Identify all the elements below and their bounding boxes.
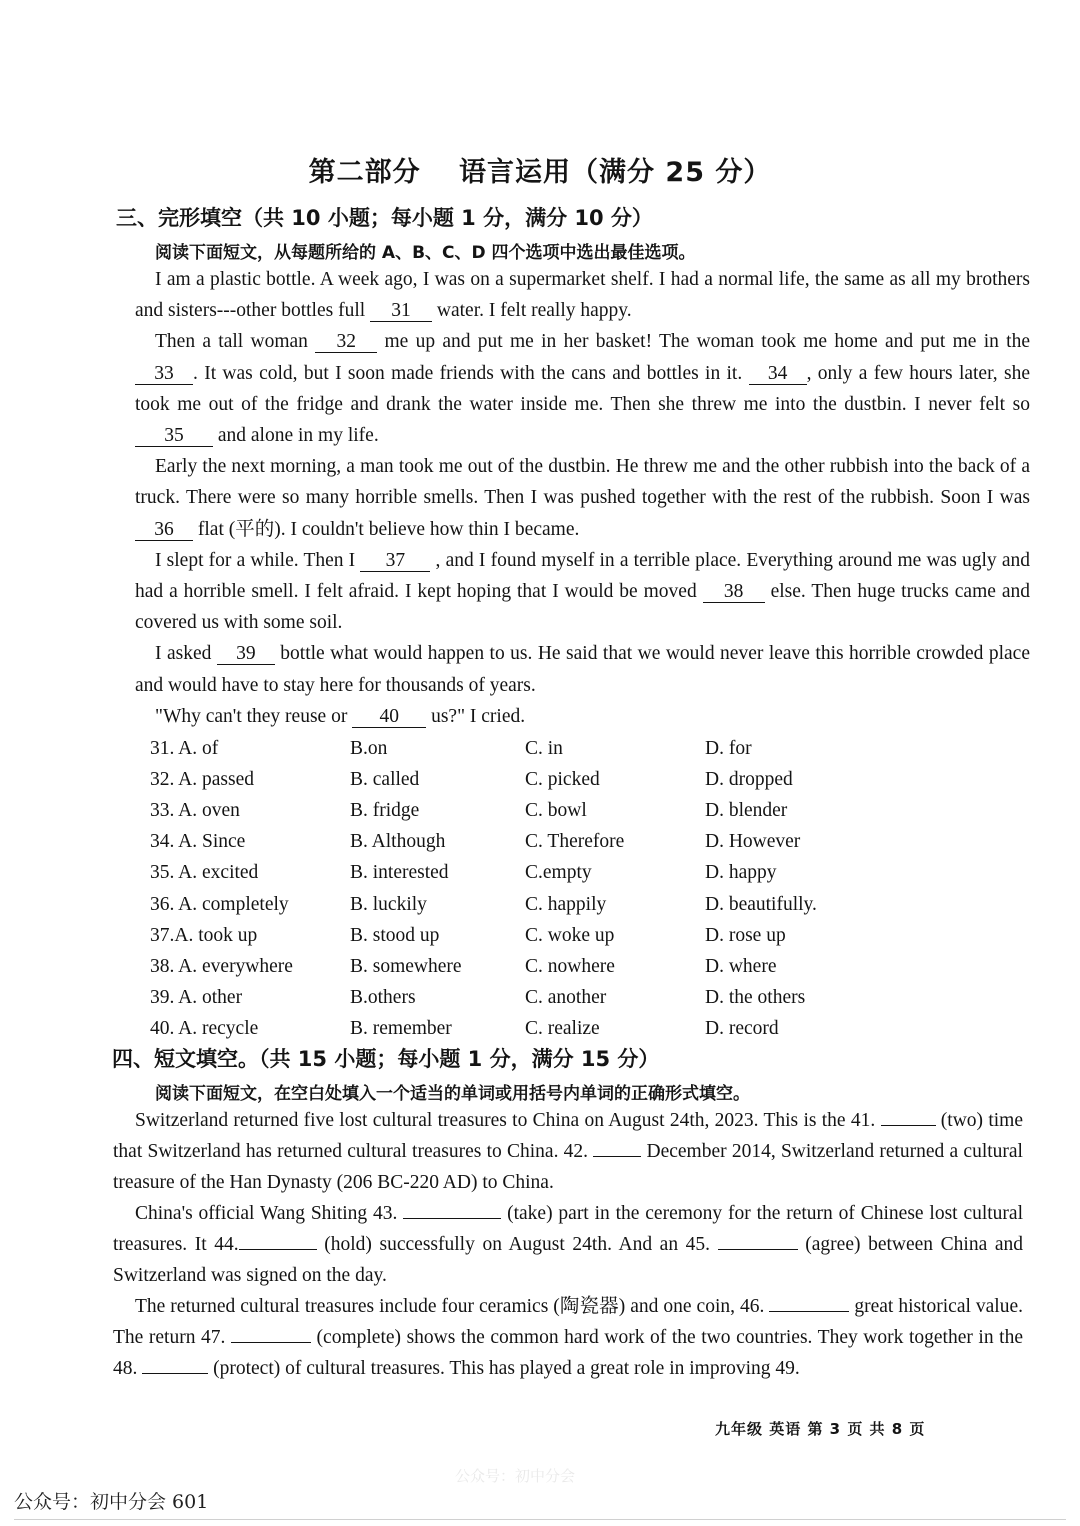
option-c: C. Therefore [525, 831, 625, 853]
option-d: D. the others [705, 987, 806, 1009]
cloze-paragraph: I asked 39 bottle what would happen to us. He said that we would never leave this horrible crowded place and would have to stay here for thousands of years. [135, 643, 1030, 696]
option-d: D. where [705, 955, 777, 977]
option-row-31 [150, 733, 1010, 764]
page-number-label: 九年级 英语 第 3 页 共 8 页 [715, 1420, 926, 1438]
blank-35: 35 [135, 426, 213, 447]
cloze-paragraph: Then a tall woman 32 me up and put me in her basket! The woman took me home and put me in the 33 . It was cold, but I soon made friends with the cans and bottles in it. 34 , only a few hours later, she took me out of the fridge and drank the water inside me. Then she threw me into the dustbin. I never felt so 35 and alone in my life. [135, 331, 1030, 447]
option-c: C. another [525, 987, 607, 1009]
option-a: 40. A. recycle [150, 1018, 259, 1040]
blank-46 [769, 1311, 849, 1312]
bottom-divider [14, 1519, 1066, 1520]
option-c: C. picked [525, 768, 600, 790]
option-a: 32. A. passed [150, 768, 254, 790]
part-title: 第二部分 语言运用（满分 25 分） [308, 157, 772, 188]
option-a: 38. A. everywhere [150, 955, 293, 977]
option-d: D. for [705, 737, 752, 759]
section-4-title: 四、短文填空。（共 15 小题；每小题 1 分，满分 15 分） [112, 1047, 660, 1071]
option-a: 39. A. other [150, 987, 243, 1009]
option-row-38 [150, 951, 1010, 982]
blank-45 [718, 1249, 798, 1250]
blank-47 [231, 1342, 311, 1343]
blank-31: 31 [370, 301, 432, 322]
blank-44 [239, 1249, 317, 1250]
option-d: D. beautifully. [705, 893, 817, 915]
cloze-paragraph: "Why can't they reuse or 40 us?" I cried. [155, 705, 526, 727]
option-a: 36. A. completely [150, 893, 289, 915]
option-c: C. woke up [525, 924, 615, 946]
cloze-passage [135, 264, 1030, 732]
cloze-paragraph: I am a plastic bottle. A week ago, I was on a supermarket shelf. I had a normal life, the same as all my brothers and sisters---other bottles full 31 water. I felt really happy. [135, 269, 1030, 322]
option-d: D. blender [705, 799, 788, 821]
option-a: 37.A. took up [150, 924, 258, 946]
section-4-instruction: 阅读下面短文，在空白处填入一个适当的单词或用括号内单词的正确形式填空。 [155, 1084, 750, 1104]
option-b: B.on [350, 737, 388, 759]
option-c: C. bowl [525, 799, 587, 821]
blank-42 [593, 1156, 641, 1157]
option-b: B. somewhere [350, 955, 462, 977]
blank-32: 32 [315, 332, 377, 353]
watermark-text: 公众号：初中分会 [455, 1467, 576, 1485]
option-row-35 [150, 858, 1010, 889]
option-d: D. happy [705, 862, 777, 884]
cloze-paragraph: I slept for a while. Then I 37 , and I found myself in a terrible place. Everything around me was ugly and had a horrible smell. I felt afraid. I kept hoping that I would be moved 38 else. Then huge trucks came and covered us with some soil. [135, 549, 1030, 634]
cloze-paragraph: Early the next morning, a man took me out of the dustbin. He threw me and the other rubbish into the back of a truck. There were so many horrible smells. Then I was pushed together with the rest of the rubbish. Soon I was 36 flat (平的). I couldn't believe how thin I became. [135, 456, 1030, 540]
source-caption: 公众号：初中分会 601 [14, 1491, 209, 1513]
fill-in-paragraph: Switzerland returned five lost cultural treasures to China on August 24th, 2023. This is the 41. (two) time that Switzerland has returned cultural treasures to China. 42. December 2014, Switzerland returned a cultural treasure of the Han Dynasty (206 BC-220 AD) to China. [113, 1110, 1023, 1193]
option-b: B.others [350, 987, 416, 1009]
option-d: D. rose up [705, 924, 786, 946]
option-row-34 [150, 827, 1010, 858]
option-b: B. stood up [350, 924, 440, 946]
option-row-39 [150, 983, 1010, 1014]
blank-37: 37 [360, 551, 430, 572]
option-d: D. dropped [705, 768, 793, 790]
option-c: C. realize [525, 1018, 600, 1040]
section-3-title: 三、完形填空（共 10 小题；每小题 1 分，满分 10 分） [116, 206, 653, 230]
option-a: 31. A. of [150, 737, 219, 759]
blank-38: 38 [703, 582, 765, 603]
option-c: C. nowhere [525, 955, 615, 977]
blank-39: 39 [217, 644, 275, 665]
option-b: B. luckily [350, 893, 427, 915]
blank-43 [403, 1218, 501, 1219]
option-a: 35. A. excited [150, 862, 259, 884]
option-a: 33. A. oven [150, 799, 240, 821]
blank-33: 33 [135, 364, 193, 385]
option-b: B. remember [350, 1018, 452, 1040]
blank-41 [881, 1125, 936, 1126]
option-b: B. interested [350, 862, 449, 884]
answer-options [150, 733, 1010, 1045]
section-3-instruction: 阅读下面短文，从每题所给的 A、B、C、D 四个选项中选出最佳选项。 [155, 243, 696, 263]
option-row-33 [150, 795, 1010, 826]
option-row-40 [150, 1014, 1010, 1045]
option-b: B. fridge [350, 799, 420, 821]
option-d: D. However [705, 831, 801, 853]
option-c: C. happily [525, 893, 607, 915]
blank-48 [142, 1373, 208, 1374]
fill-in-passage [113, 1105, 1023, 1384]
option-row-32 [150, 764, 1010, 795]
option-row-36 [150, 889, 1010, 920]
blank-36: 36 [135, 520, 193, 541]
option-b: B. Although [350, 831, 446, 853]
fill-in-paragraph: China's official Wang Shiting 43. (take) part in the ceremony for the return of Chinese lost cultural treasures. It 44. (hold) successfully on August 24th. And an 45. (agree) between China and Switzerland was signed on the day. [113, 1203, 1023, 1286]
option-b: B. called [350, 768, 420, 790]
fill-in-paragraph: The returned cultural treasures include four ceramics (陶瓷器) and one coin, 46. great historical value. The return 47. (complete) shows the common hard work of the two countries. They work together in the 48. (protect) of cultural treasures. This has played a great role in improving 49. [113, 1296, 1024, 1379]
option-a: 34. A. Since [150, 831, 246, 853]
blank-40: 40 [352, 707, 426, 728]
option-d: D. record [705, 1018, 779, 1040]
option-c: C.empty [525, 862, 592, 884]
option-row-37 [150, 920, 1010, 951]
option-c: C. in [525, 737, 563, 759]
blank-34: 34 [749, 364, 807, 385]
